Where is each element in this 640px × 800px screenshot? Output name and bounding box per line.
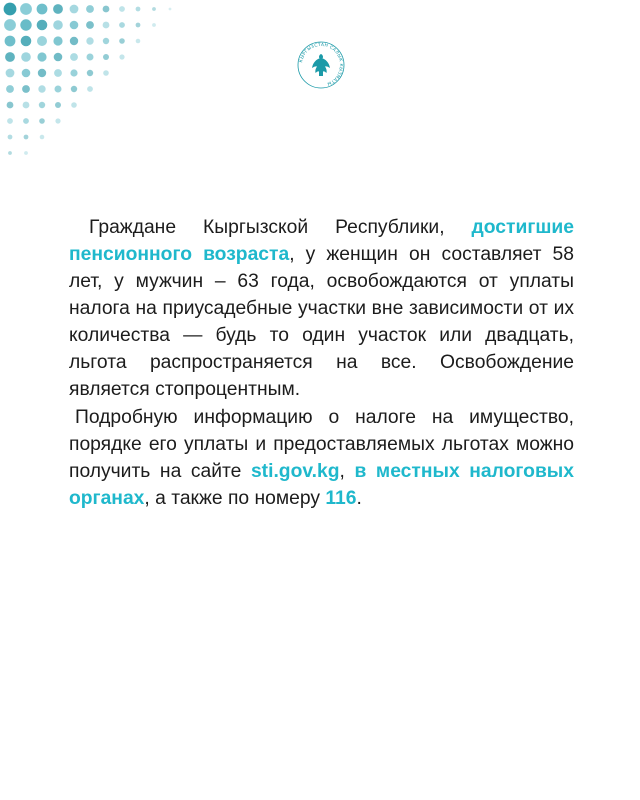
decorative-dot: [23, 102, 30, 109]
decorative-dot: [38, 69, 46, 77]
decorative-dot: [8, 151, 12, 155]
paragraph-pension-exemption: [69, 214, 574, 403]
decorative-dot: [22, 85, 30, 93]
paragraph-text: Граждане Кыргызской Республики,: [89, 217, 472, 238]
highlight-pension-age: достигшие пенсионного возраста: [69, 217, 574, 265]
decorative-dot: [5, 52, 15, 62]
decorative-dot: [103, 22, 110, 29]
decorative-dot: [4, 19, 16, 31]
decorative-dot: [71, 102, 77, 108]
decorative-dot: [55, 102, 61, 108]
decorative-dot: [86, 37, 93, 44]
decorative-dot: [103, 6, 110, 13]
decorative-dot: [119, 6, 125, 12]
decorative-dot: [119, 54, 124, 59]
decorative-dot-pattern: [0, 0, 175, 165]
decorative-dot: [55, 86, 62, 93]
decorative-dot: [54, 53, 63, 62]
decorative-dot: [71, 86, 77, 92]
decorative-dot: [6, 69, 15, 78]
decorative-dot: [24, 135, 29, 140]
decorative-dot: [37, 20, 48, 31]
decorative-dot: [7, 102, 14, 109]
decorative-dot: [21, 52, 31, 62]
decorative-dot: [86, 5, 94, 13]
paragraph-text: ,: [339, 461, 355, 482]
decorative-dot: [87, 86, 93, 92]
decorative-dot: [21, 36, 32, 47]
paragraph-text: .: [356, 488, 362, 509]
decorative-dot: [103, 54, 109, 60]
decorative-dot: [24, 151, 28, 155]
decorative-dot: [5, 36, 16, 47]
decorative-dot: [4, 3, 17, 16]
decorative-dot: [87, 54, 94, 61]
decorative-dot: [53, 4, 63, 14]
decorative-dot: [103, 38, 109, 44]
eagle-emblem-icon: [312, 54, 330, 76]
paragraph-text: Подробную информацию о налоге на имущество, порядке его уплаты и предоставляемых льготах можно получить на сайте: [69, 407, 574, 482]
decorative-dot: [86, 21, 94, 29]
decorative-dot: [70, 21, 79, 30]
decorative-dot: [152, 23, 156, 27]
decorative-dot: [39, 102, 45, 108]
highlight-local-tax-offices: в местных налоговых органах: [69, 461, 574, 509]
decorative-dot: [55, 118, 60, 123]
paragraph-more-info: [69, 404, 574, 512]
decorative-dot: [54, 69, 62, 77]
decorative-dot: [40, 135, 45, 140]
decorative-dot: [70, 37, 78, 45]
decorative-dot: [53, 20, 63, 30]
decorative-dot: [37, 36, 47, 46]
decorative-dot: [70, 5, 79, 14]
decorative-dot: [136, 23, 141, 28]
decorative-dot: [136, 39, 141, 44]
decorative-dot: [70, 69, 77, 76]
phone-number[interactable]: 116: [325, 488, 357, 509]
decorative-dot: [20, 3, 32, 15]
decorative-dot: [37, 4, 48, 15]
paragraph-text: , а также по номеру: [144, 488, 326, 509]
article-body: [69, 214, 574, 512]
website-link[interactable]: sti.gov.kg: [250, 461, 340, 482]
decorative-dot: [53, 36, 62, 45]
decorative-dot: [8, 135, 13, 140]
paragraph-text: , у женщин он составляет 58 лет, у мужчин – 63 года, освобождаются от уплаты налога на приусадебные участки вне зависимости от их количества — будь то один участок или двадцать, льгота распространяется на все. Освобождение является стопроцентным.: [69, 244, 574, 400]
decorative-dot: [152, 7, 156, 11]
decorative-dot: [39, 118, 45, 124]
decorative-dot: [37, 52, 46, 61]
decorative-dot: [7, 118, 13, 124]
decorative-dot: [20, 19, 31, 30]
logo-text: КЫРГЫЗСТАН САЛЫК КЫЗМАТЫ: [299, 42, 344, 86]
decorative-dot: [38, 85, 45, 92]
decorative-dot: [87, 70, 93, 76]
decorative-dot: [119, 38, 125, 44]
decorative-dot: [22, 69, 31, 78]
decorative-dot: [23, 118, 29, 124]
decorative-dot: [103, 70, 109, 76]
decorative-dot: [136, 7, 141, 12]
decorative-dot: [119, 22, 125, 28]
decorative-dot: [169, 8, 172, 11]
tax-service-logo: [297, 41, 345, 89]
decorative-dot: [6, 85, 14, 93]
decorative-dot: [70, 53, 78, 61]
